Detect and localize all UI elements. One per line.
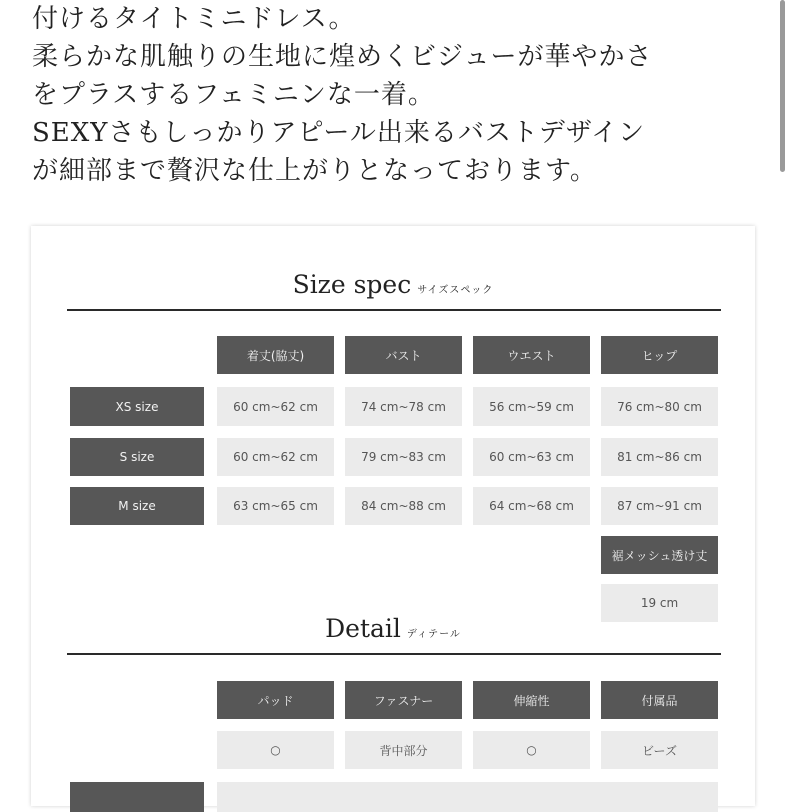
table-cell: 56 cm~59 cm (473, 387, 590, 426)
header-accessories: 付属品 (601, 681, 718, 719)
header-waist: ウエスト (473, 336, 590, 374)
header-hip: ヒップ (601, 336, 718, 374)
table-cell: 76 cm~80 cm (601, 387, 718, 426)
table-cell: ビーズ (601, 731, 718, 769)
table-cell: 60 cm~63 cm (473, 438, 590, 476)
size-spec-title (31, 270, 755, 299)
table-cell: 81 cm~86 cm (601, 438, 718, 476)
table-cell: 84 cm~88 cm (345, 487, 462, 525)
table-cell: ○ (217, 731, 334, 769)
header-pad: パッド (217, 681, 334, 719)
description-line: 柔らかな肌触りの生地に煌めくビジューが華やかさ (32, 42, 653, 72)
header-bust: バスト (345, 336, 462, 374)
description-line: が細部まで贅沢な仕上がりとなっております。 (32, 156, 597, 186)
size-spec-subheading: サイズスペック (417, 285, 494, 296)
header-zipper: ファスナー (345, 681, 462, 719)
detail-subheading: ディテール (406, 629, 461, 640)
table-cell: 74 cm~78 cm (345, 387, 462, 426)
table-cell: 63 cm~65 cm (217, 487, 334, 525)
row-label-s: S size (70, 438, 204, 476)
header-mesh-length: 裾メッシュ透け丈 (601, 536, 718, 574)
detail-title (31, 614, 755, 643)
description-line: 付けるタイトミニドレス。 (32, 4, 356, 34)
scrollbar[interactable] (780, 0, 785, 172)
size-spec-divider (67, 309, 721, 311)
table-cell: 19 cm (601, 584, 718, 622)
table-cell: 64 cm~68 cm (473, 487, 590, 525)
detail-heading: Detail (325, 614, 401, 643)
header-stretch: 伸縮性 (473, 681, 590, 719)
table-cell: ○ (473, 731, 590, 769)
row-label-m: M size (70, 487, 204, 525)
description-line: をプラスするフェミニンな一着。 (32, 80, 435, 110)
table-cell: 79 cm~83 cm (345, 438, 462, 476)
table-cell: 背中部分 (345, 731, 462, 769)
size-spec-heading: Size spec (292, 270, 412, 299)
table-cell: 60 cm~62 cm (217, 438, 334, 476)
product-description (32, 0, 762, 190)
detail-divider (67, 653, 721, 655)
table-cell: 60 cm~62 cm (217, 387, 334, 426)
size-spec-card (31, 226, 755, 806)
table-cell: 87 cm~91 cm (601, 487, 718, 525)
header-length: 着丈(脇丈) (217, 336, 334, 374)
description-line: SEXYさもしっかりアピール出来るバストデザイン (32, 118, 646, 148)
row-label-xs: XS size (70, 387, 204, 426)
